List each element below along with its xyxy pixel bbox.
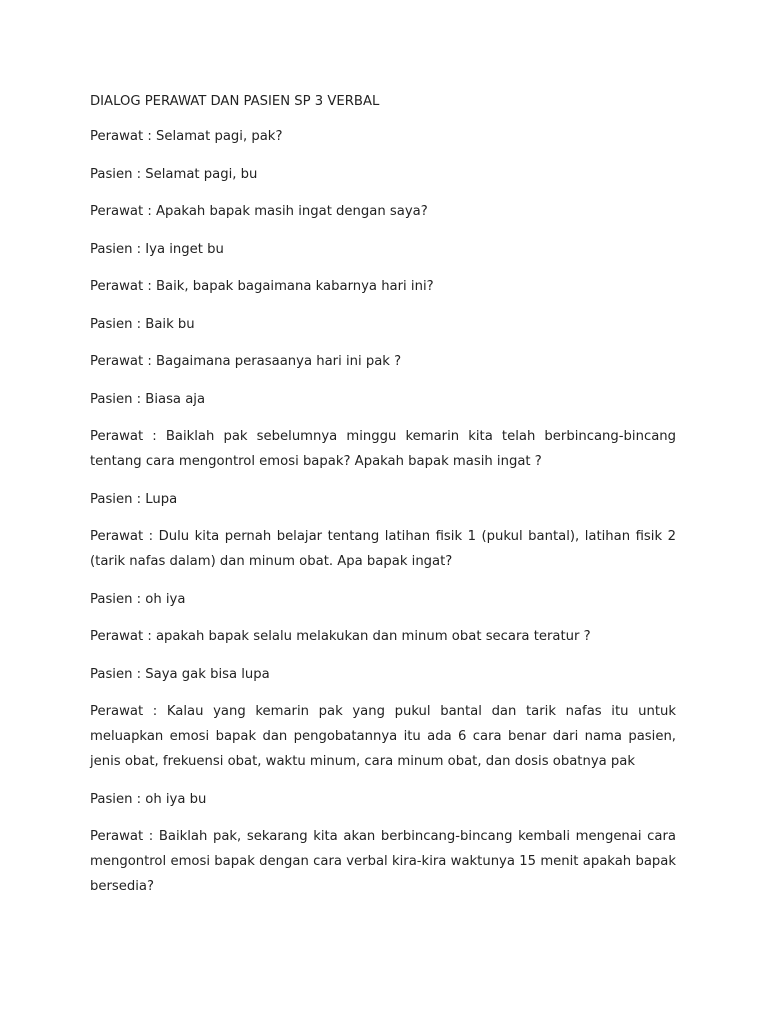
dialog-line: Pasien : Biasa aja [90,391,206,407]
dialog-line: Perawat : Dulu kita pernah belajar tentang latihan fisik 1 (pukul bantal), latihan fisik 2 (tarik nafas dalam) dan minum obat. Apa bapak ingat? [90,529,676,569]
dialog-line: Perawat : Bagaimana perasaanya hari ini pak ? [90,354,402,369]
dialog-line: Pasien : oh iya [90,591,186,607]
dialog-line: Perawat : Apakah bapak masih ingat dengan saya? [90,204,428,219]
dialog-line: Pasien : Saya gak bisa lupa [90,666,270,682]
dialog-line: Pasien : oh iya bu [90,791,207,807]
dialog-line: Pasien : Iya inget bu [90,241,224,257]
dialog-line: Pasien : Selamat pagi, bu [90,166,258,182]
document-title: DIALOG PERAWAT DAN PASIEN SP 3 VERBAL [90,94,380,109]
dialog-line: Perawat : apakah bapak selalu melakukan dan minum obat secara teratur ? [90,629,591,644]
dialog-line: Perawat : Baiklah pak, sekarang kita akan berbincang-bincang kembali mengenai cara mengontrol emosi bapak dengan cara verbal kira-kira waktunya 15 menit apakah bapak bersedia? [90,829,676,894]
dialog-line: Perawat : Baiklah pak sebelumnya minggu kemarin kita telah berbincang-bincang tentang cara mengontrol emosi bapak? Apakah bapak masih ingat ? [90,429,676,469]
dialog-line: Perawat : Kalau yang kemarin pak yang pukul bantal dan tarik nafas itu untuk meluapkan emosi bapak dan pengobatannya itu ada 6 cara benar dari nama pasien, jenis obat, frekuensi obat, waktu minum, cara minum obat, dan dosis obatnya pak [90,704,676,769]
dialog-line: Perawat : Baik, bapak bagaimana kabarnya hari ini? [90,279,434,294]
dialog-line: Pasien : Lupa [90,491,178,507]
dialog-line: Pasien : Baik bu [90,316,195,332]
dialog-line: Perawat : Selamat pagi, pak? [90,129,283,144]
document-page [90,89,676,912]
